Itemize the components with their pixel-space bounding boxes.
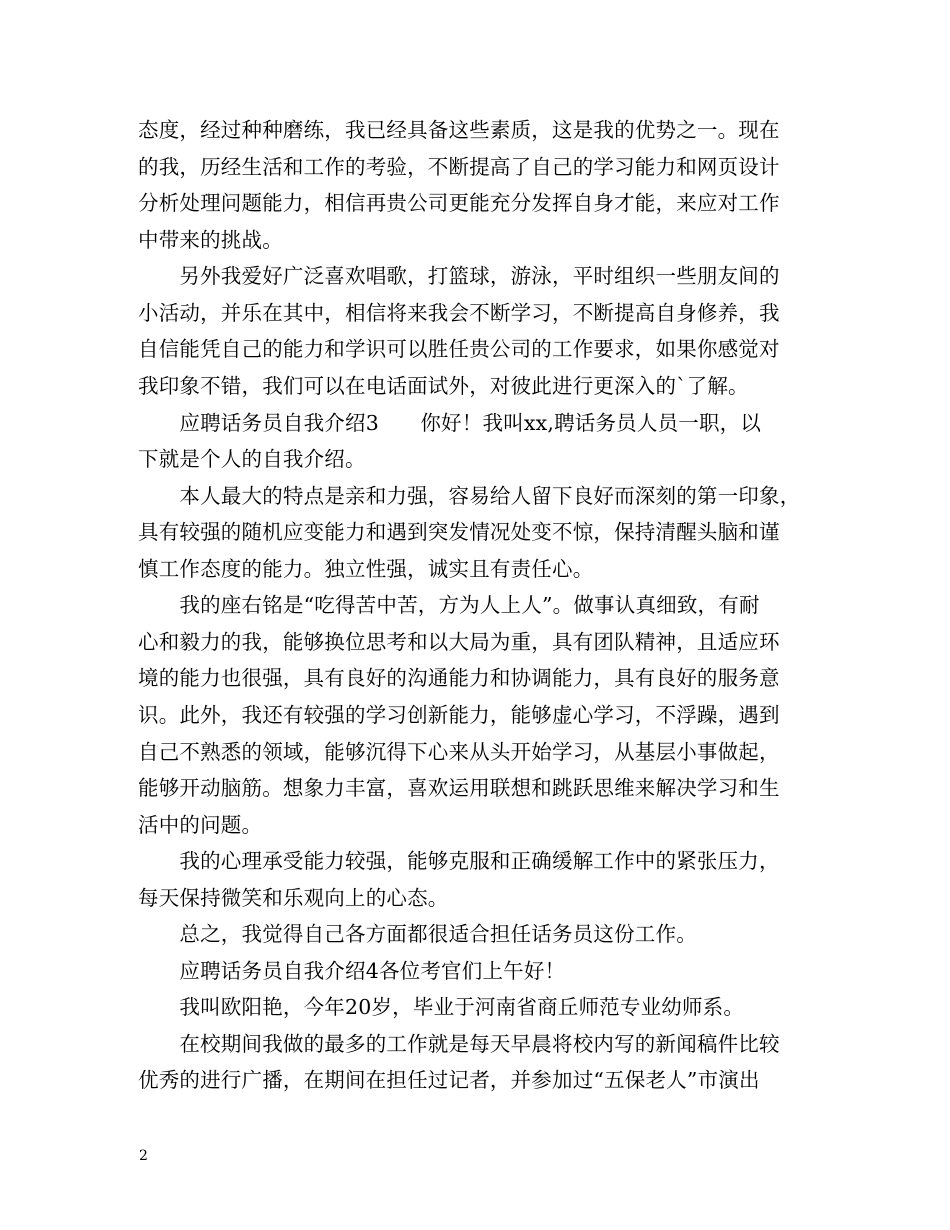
- text-line: 每天保持微笑和乐观向上的心态。: [138, 886, 449, 910]
- text-line: 自信能凭自己的能力和学识可以胜任贵公司的工作要求，如果你感觉对: [138, 337, 780, 361]
- text-line: 自己不熟悉的领域，能够沉得下心来从头开始学习，从基层小事做起，: [138, 740, 780, 764]
- text-line: 的我，历经生活和工作的考验，不断提高了自己的学习能力和网页设计: [138, 155, 780, 179]
- text-line: 本人最大的特点是亲和力强，容易给人留下良好而深刻的第一印象，: [138, 484, 801, 508]
- text-line: 我的心理承受能力较强，能够克服和正确缓解工作中的紧张压力，: [138, 849, 780, 873]
- text-line: 优秀的进行广播，在期间在担任过记者，并参加过“五保老人”市演出: [138, 1068, 760, 1092]
- text-line: 识。此外，我还有较强的学习创新能力，能够虚心学习，不浮躁，遇到: [138, 703, 780, 727]
- text-line: 心和毅力的我，能够换位思考和以大局为重，具有团队精神，且适应环: [138, 630, 780, 654]
- text-line: 另外我爱好广泛喜欢唱歌，打篮球，游泳，平时组织一些朋友间的: [138, 264, 780, 288]
- text-line: 具有较强的随机应变能力和遇到突发情况处变不惊，保持清醒头脑和谨: [138, 520, 780, 544]
- text-line: 小活动，并乐在其中，相信将来我会不断学习，不断提高自身修养，我: [138, 301, 780, 325]
- text-line: 境的能力也很强，具有良好的沟通能力和协调能力，具有良好的服务意: [138, 666, 780, 690]
- page-number: 2: [139, 1148, 148, 1164]
- text-line: 我印象不错，我们可以在电话面试外，对彼此进行更深入的`了解。: [138, 374, 749, 398]
- text-line: 分析处理问题能力，相信再贵公司更能充分发挥自身才能，来应对工作: [138, 191, 780, 215]
- text-line: 我的座右铭是“吃得苦中苦，方为人上人”。做事认真细致，有耐: [138, 593, 760, 617]
- text-line: 慎工作态度的能力。独立性强，诚实且有责任心。: [138, 557, 594, 581]
- text-line: 态度，经过种种磨练，我已经具备这些素质，这是我的优势之一。现在: [138, 118, 780, 142]
- text-line: 应聘话务员自我介绍4各位考官们上午好！: [138, 959, 566, 983]
- text-line: 应聘话务员自我介绍3 你好！我叫xx,聘话务员人员一职，以: [138, 411, 762, 435]
- text-line: 在校期间我做的最多的工作就是每天早晨将校内写的新闻稿件比较: [138, 1032, 780, 1056]
- text-line: 我叫欧阳艳，今年20岁，毕业于河南省商丘师范专业幼师系。: [138, 995, 745, 1019]
- text-line: 活中的问题。: [138, 813, 263, 837]
- text-line: 能够开动脑筋。想象力丰富，喜欢运用联想和跳跃思维来解决学习和生: [138, 776, 780, 800]
- text-line: 总之，我觉得自己各方面都很适合担任话务员这份工作。: [138, 922, 697, 946]
- text-line: 下就是个人的自我介绍。: [138, 447, 366, 471]
- text-line: 中带来的挑战。: [138, 228, 283, 252]
